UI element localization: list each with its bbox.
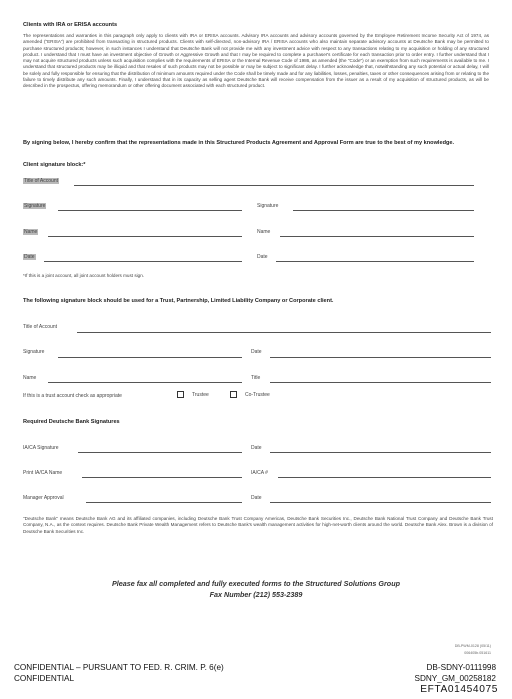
deutsche-bank-definition: "Deutsche Bank" means Deutsche Bank AG and its affiliated companies, including Deutsche Bank Trust Company Americas, Deutsche Bank Securities Inc., Deutsche Bank National Trust Company and Deutsche Bank Trust Company, N.A., as the context requires. Deutsche Bank Private Wealth Management refers to Deutsche Bank's wealth management activities for high-net-worth clients around the world. Deutsche Bank Alex. Brown is a division of Deutsche Bank Securities Inc. [23, 516, 493, 534]
joint-account-footnote: *If this is a joint account, all joint account holders must sign. [23, 273, 145, 278]
client-date-right-label: Date [257, 254, 268, 260]
trustee-label: Trustee [192, 391, 209, 398]
efta-number: EFTA01454075 [420, 684, 498, 695]
trust-title-field[interactable] [270, 382, 491, 383]
ira-paragraph: The representations and warranties in this paragraph only apply to clients with IRA or ERISA accounts. Advisory IRA accounts and advisory accounts governed by the Employee Retirement Income Security Act of 1974, as amended ("ERISA") are prohibited from transacting in structured products. Clients with self-directed, non-advisory IRA / ERISA accounts who also maintain separate advisory accounts at Deutsche Bank may be permitted to purchase structured products; however, in such instances I understand that Deutsche Bank will not provide me with any investment advice with respect to any transactions relating to my acquisition or holding of any structured product. I understand that I must have an investment objective of Growth or Aggressive Growth and that I may be required to complete a purchaser's certificate for each transaction prior to order entry. I further understand that I may not acquire structured products unless such acquisition complies with the requirements of ERISA or the Internal Revenue Code of 1986, as amended (the "Code") or an exemption from such requirements is available to me. I understand that structured products may be illiquid and that resales of such products may not be possible or may be subject to significant delay. I further acknowledge that, notwithstanding any such potential or actual delay, I will be solely and fully responsible for ensuring that the distribution of minimum amounts required under the Code shall be timely made and for any liabilities, losses, penalties, taxes or other consequences arising from or relating to the failure to timely distribute any such amounts. Finally, I understand that in its capacity as selling agent Deutsche Bank will receive compensation from the issuer as a result of my acquisition of structured products, as will be described in the prospectus, offering memorandum or other offering document associated with each structured product. [23, 33, 489, 89]
bank-date1-field[interactable] [270, 452, 491, 453]
confidential-notice-1: CONFIDENTIAL – PURSUANT TO FED. R. CRIM. P. 6(e) [14, 663, 224, 672]
client-signature-right-field[interactable] [293, 210, 474, 211]
fax-instructions [0, 578, 512, 600]
trust-date-label: Date [251, 349, 262, 355]
trust-check-prompt: If this is a trust account check as appropriate [23, 393, 122, 399]
form-code-2: 006405b.051611 [464, 651, 491, 655]
client-name-left-field[interactable] [48, 236, 242, 237]
client-block-heading: Client signature block:* [23, 162, 86, 168]
trust-title-of-account-label: Title of Account [23, 324, 57, 330]
iaca-number-label: IA/CA # [251, 470, 268, 476]
bank-date2-label: Date [251, 495, 262, 501]
client-date-left-field[interactable] [44, 261, 242, 262]
trust-signature-field[interactable] [58, 357, 242, 358]
manager-approval-field[interactable] [86, 502, 242, 503]
trust-date-field[interactable] [270, 357, 491, 358]
co-trustee-label: Co-Trustee [245, 391, 270, 398]
trustee-option[interactable] [177, 391, 209, 398]
bank-block-heading: Required Deutsche Bank Signatures [23, 419, 120, 425]
trust-title-label: Title [251, 375, 261, 381]
print-iaca-name-field[interactable] [82, 477, 242, 478]
co-trustee-option[interactable] [230, 391, 270, 398]
ira-heading: Clients with IRA or ERISA accounts [23, 22, 118, 28]
trustee-checkbox[interactable] [177, 391, 184, 398]
manager-approval-label: Manager Approval [23, 495, 64, 501]
confirmation-statement: By signing below, I hereby confirm that the representations made in this Structured Products Agreement and Approval Form are true to the best of my knowledge. [23, 140, 455, 146]
client-signature-left-label: Signature [24, 203, 46, 209]
trust-signature-label: Signature [23, 349, 45, 355]
bank-date2-field[interactable] [270, 502, 491, 503]
trust-block-heading: The following signature block should be used for a Trust, Partnership, Limited Liability Company or Corporate client. [23, 298, 334, 304]
fax-line-1: Please fax all completed and fully executed forms to the Structured Solutions Group [112, 579, 400, 588]
client-title-of-account-field[interactable] [74, 185, 474, 186]
iaca-signature-label: IA/CA Signature [23, 445, 59, 451]
client-date-right-field[interactable] [276, 261, 474, 262]
form-code-1: DB-PWM-0128 (05/11) [454, 644, 491, 648]
trust-name-field[interactable] [48, 382, 242, 383]
bates-number-1: DB-SDNY-0111998 [426, 663, 496, 672]
client-name-left-label: Name [24, 229, 38, 235]
bank-date1-label: Date [251, 445, 262, 451]
client-date-left-label: Date [24, 254, 35, 260]
iaca-number-field[interactable] [278, 477, 491, 478]
iaca-signature-field[interactable] [78, 452, 242, 453]
trust-title-of-account-field[interactable] [77, 332, 491, 333]
confidential-notice-2: CONFIDENTIAL [14, 674, 75, 683]
trust-name-label: Name [23, 375, 37, 381]
client-name-right-label: Name [257, 229, 271, 235]
bates-number-2: SDNY_GM_00258182 [414, 674, 496, 683]
co-trustee-checkbox[interactable] [230, 391, 237, 398]
client-title-of-account-label: Title of Account [24, 178, 58, 184]
client-name-right-field[interactable] [280, 236, 474, 237]
fax-number: Fax Number (212) 553-2389 [209, 590, 303, 599]
client-signature-left-field[interactable] [58, 210, 242, 211]
print-iaca-name-label: Print IA/CA Name [23, 470, 63, 476]
client-signature-right-label: Signature [257, 203, 279, 209]
